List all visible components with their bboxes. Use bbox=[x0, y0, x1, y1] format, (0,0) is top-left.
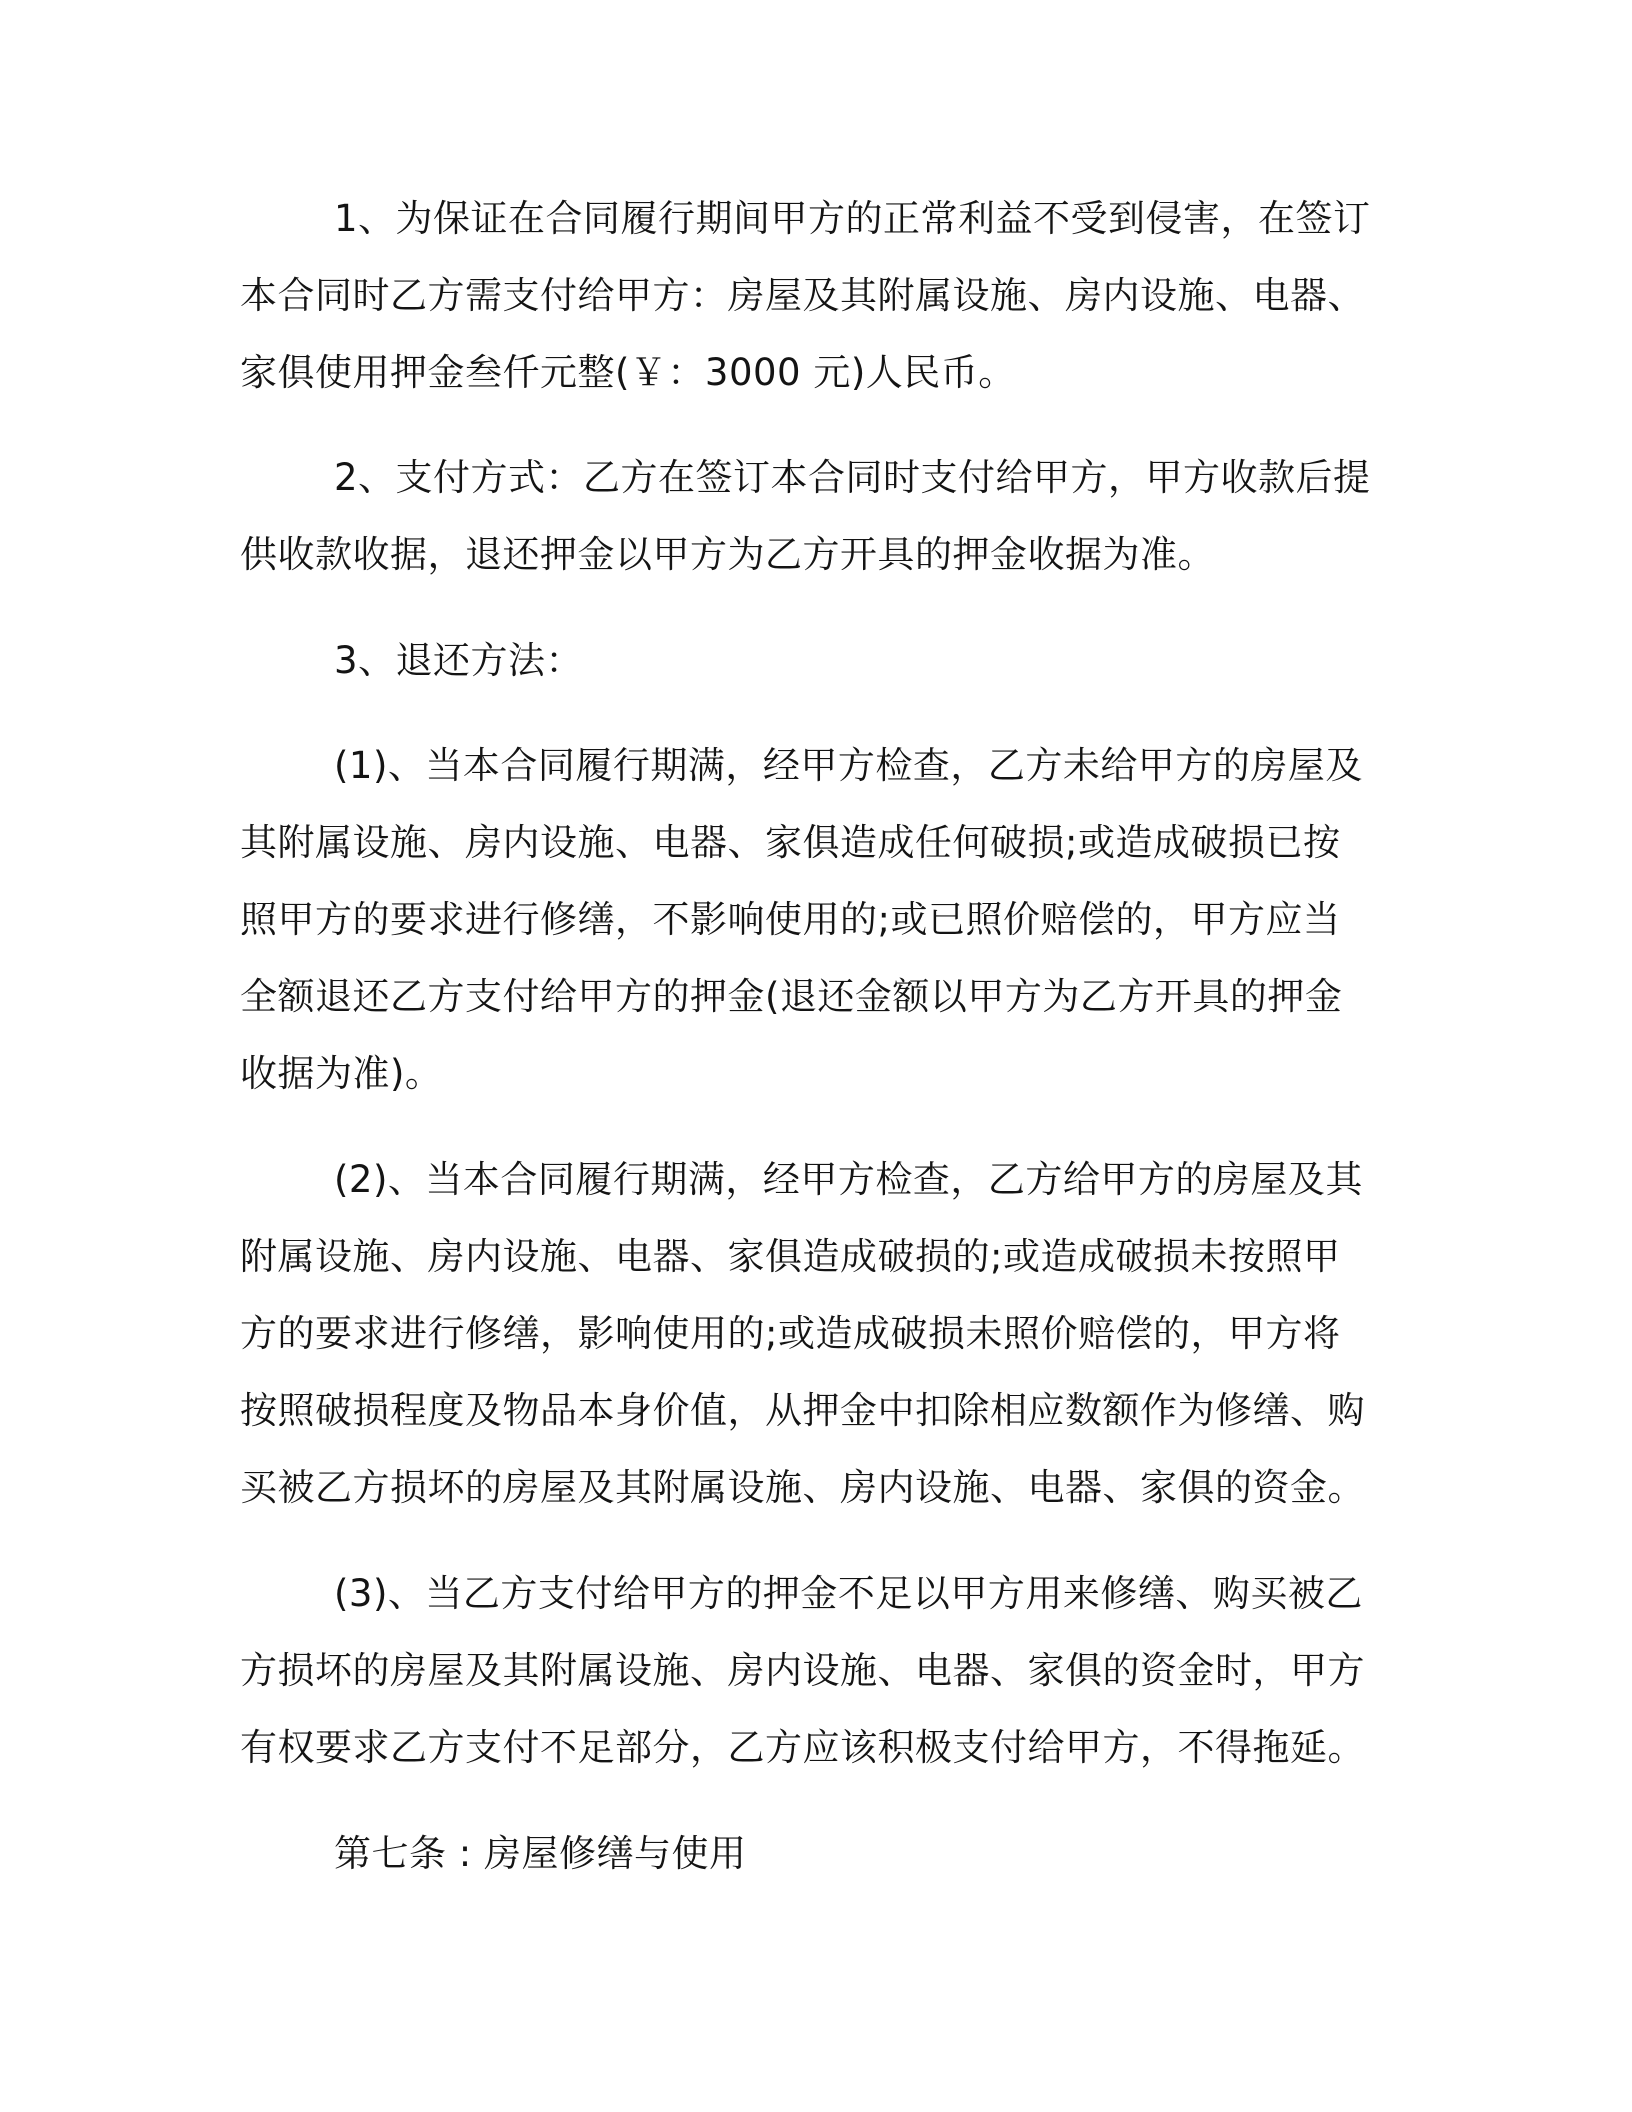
paragraph-deposit-amount: 1、为保证在合同履行期间甲方的正常利益不受到侵害，在签订本合同时乙方需支付给甲方：房屋及其附属设施、房内设施、电器、家俱使用押金叁仟元整(￥：3000 元)人民币。 bbox=[240, 197, 1371, 394]
paragraph-refund-method-heading: 3、退还方法： bbox=[334, 639, 584, 682]
paragraph-refund-clause-2: (2)、当本合同履行期满，经甲方检查，乙方给甲方的房屋及其附属设施、房内设施、电器、家俱造成破损的;或造成破损未按照甲方的要求进行修缮，影响使用的;或造成破损未照价赔偿的，甲方将按照破损程度及物品本身价值，从押金中扣除相应数额作为修缮、购买被乙方损坏的房屋及其附属设施、房内设施、电器、家俱的资金。 bbox=[240, 1158, 1365, 1509]
article-seven-heading: 第七条 : 房屋修缮与使用 bbox=[334, 1832, 747, 1875]
paragraph-refund-clause-1: (1)、当本合同履行期满，经甲方检查，乙方未给甲方的房屋及其附属设施、房内设施、电器、家俱造成任何破损;或造成破损已按照甲方的要求进行修缮，不影响使用的;或已照价赔偿的，甲方应当全额退还乙方支付给甲方的押金(退还金额以甲方为乙方开具的押金收据为准)。 bbox=[240, 744, 1363, 1095]
paragraph-payment-method: 2、支付方式：乙方在签订本合同时支付给甲方，甲方收款后提供收款收据，退还押金以甲方为乙方开具的押金收据为准。 bbox=[240, 456, 1371, 576]
paragraph-refund-clause-3: (3)、当乙方支付给甲方的押金不足以甲方用来修缮、购买被乙方损坏的房屋及其附属设施、房内设施、电器、家俱的资金时，甲方有权要求乙方支付不足部分，乙方应该积极支付给甲方，不得拖延。 bbox=[240, 1572, 1365, 1769]
